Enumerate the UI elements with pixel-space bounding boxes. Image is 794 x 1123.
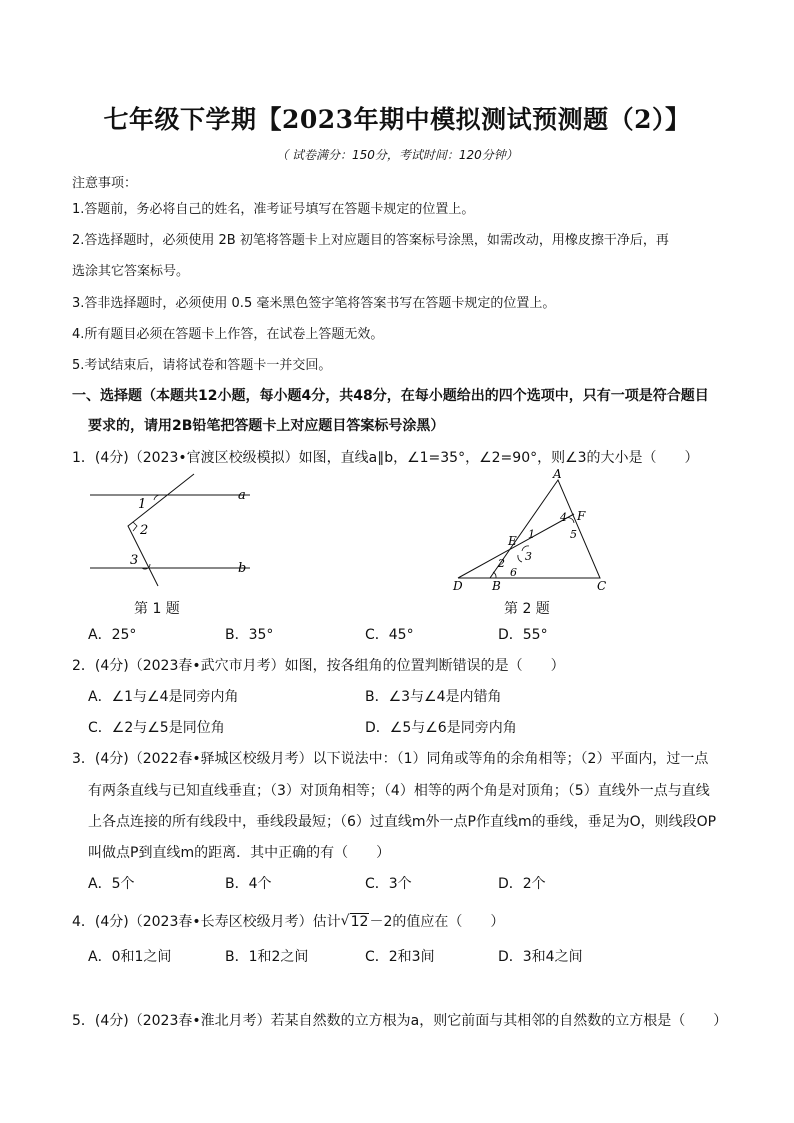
- question-3-line: 上各点连接的所有线段中，垂线段最短；（6）过直线m外一点P作直线m的垂线，垂足为O，则线段OP: [88, 814, 717, 830]
- q1-option-a[interactable]: A．25°: [88, 627, 137, 643]
- label-angle-4: 4: [560, 511, 567, 524]
- label-angle-3: 3: [130, 553, 139, 568]
- note-item: 选涂其它答案标号。: [72, 264, 190, 279]
- angle-mark: [518, 555, 522, 562]
- sqrt-expression: [341, 914, 370, 930]
- question-3-line: 有两条直线与已知直线垂直；（3）对顶角相等；（4）相等的两个角是对顶角；（5）直线外一点与直线: [88, 783, 710, 799]
- q3-option-d[interactable]: D．2个: [498, 876, 546, 892]
- radicand: 12: [350, 914, 369, 930]
- label-point-c: C: [597, 579, 607, 593]
- figure-1-caption: 第 1 题: [134, 601, 180, 617]
- q4-option-b[interactable]: B．1和2之间: [225, 949, 309, 965]
- angle-2-mark: [133, 522, 137, 531]
- label-angle-2: 2: [498, 557, 505, 570]
- section-heading: 一、选择题（本题共12小题，每小题4分，共48分，在每小题给出的四个选项中，只有一项是符合题目: [72, 388, 709, 404]
- q4-stem-after: －2的值应在（ ）: [369, 914, 505, 930]
- label-point-a: A: [553, 468, 562, 481]
- label-angle-6: 6: [510, 566, 517, 579]
- label-angle-5: 5: [570, 528, 577, 541]
- label-line-a: a: [238, 488, 246, 503]
- label-point-e: E: [508, 534, 517, 548]
- note-item: 5.考试结束后，请将试卷和答题卡一并交回。: [72, 358, 332, 373]
- label-angle-1: 1: [528, 528, 535, 541]
- q4-option-d[interactable]: D．3和4之间: [498, 949, 583, 965]
- note-item: 4.所有题目必须在答题卡上作答，在试卷上答题无效。: [72, 327, 384, 342]
- label-line-b: b: [238, 561, 247, 576]
- q2-option-c[interactable]: C．∠2与∠5是同位角: [88, 720, 225, 736]
- q2-option-a[interactable]: A．∠1与∠4是同旁内角: [88, 689, 239, 705]
- figure-1: [80, 468, 280, 588]
- label-point-f: F: [577, 509, 586, 523]
- label-angle-2: 2: [140, 523, 149, 538]
- question-3-line: 3．(4分)（2022春•驿城区校级月考）以下说法中：（1）同角或等角的余角相等；（2）平面内，过一点: [72, 751, 709, 767]
- angle-1-arc: [154, 495, 160, 500]
- note-item: 3.答非选择题时，必须使用 0.5 毫米黑色签字笔将答案书写在答题卡规定的位置上。: [72, 296, 556, 311]
- label-point-b: B: [492, 579, 501, 593]
- q1-option-b[interactable]: B．35°: [225, 627, 274, 643]
- q1-option-c[interactable]: C．45°: [365, 627, 414, 643]
- angle-mark: [566, 518, 574, 523]
- q2-option-d[interactable]: D．∠5与∠6是同旁内角: [365, 720, 517, 736]
- question-5-stem: 5．(4分)（2023春•淮北月考）若某自然数的立方根为a，则它前面与其相邻的自然数的立方根是（ ）: [72, 1013, 728, 1029]
- notes-heading: 注意事项：: [72, 176, 138, 191]
- figure-2-caption: 第 2 题: [504, 601, 550, 617]
- label-point-d: D: [453, 579, 463, 593]
- section-heading-cont: 要求的，请用2B铅笔把答题卡上对应题目答案标号涂黑）: [88, 418, 445, 434]
- radical-sign-icon: √: [340, 913, 350, 929]
- triangle-abc: [490, 480, 600, 578]
- q1-option-d[interactable]: D．55°: [498, 627, 548, 643]
- label-angle-3: 3: [525, 550, 532, 563]
- q3-option-a[interactable]: A．5个: [88, 876, 135, 892]
- q3-option-b[interactable]: B．4个: [225, 876, 272, 892]
- q3-option-c[interactable]: C．3个: [365, 876, 412, 892]
- q4-option-c[interactable]: C．2和3间: [365, 949, 435, 965]
- figure-2: [450, 468, 620, 593]
- note-item: 2.答选择题时，必须使用 2B 初笔将答题卡上对应题目的答案标号涂黑，如需改动，用橡皮擦干净后，再: [72, 233, 669, 248]
- question-2-stem: 2．(4分)（2023春•武穴市月考）如图，按各组角的位置判断错误的是（ ）: [72, 658, 565, 674]
- question-3-line: 叫做点P到直线m的距离．其中正确的有（ ）: [88, 845, 391, 861]
- q4-stem-before: 4．(4分)（2023春•长寿区校级月考）估计: [72, 914, 341, 930]
- page-title: 七年级下学期【2023年期中模拟测试预测题（2）】: [103, 105, 691, 134]
- q2-option-b[interactable]: B．∠3与∠4是内错角: [365, 689, 502, 705]
- question-1-stem: 1．(4分)（2023•官渡区校级模拟）如图，直线a∥b，∠1=35°，∠2=90°，则∠3的大小是（ ）: [72, 450, 699, 466]
- label-angle-1: 1: [138, 497, 147, 512]
- question-4-stem: [72, 911, 504, 931]
- note-item: 1.答题前，务必将自己的姓名，准考证号填写在答题卡规定的位置上。: [72, 202, 475, 217]
- q4-option-a[interactable]: A．0和1之间: [88, 949, 172, 965]
- exam-info: （ 试卷满分：150分，考试时间：120分钟）: [276, 148, 518, 162]
- bent-line: [128, 474, 194, 586]
